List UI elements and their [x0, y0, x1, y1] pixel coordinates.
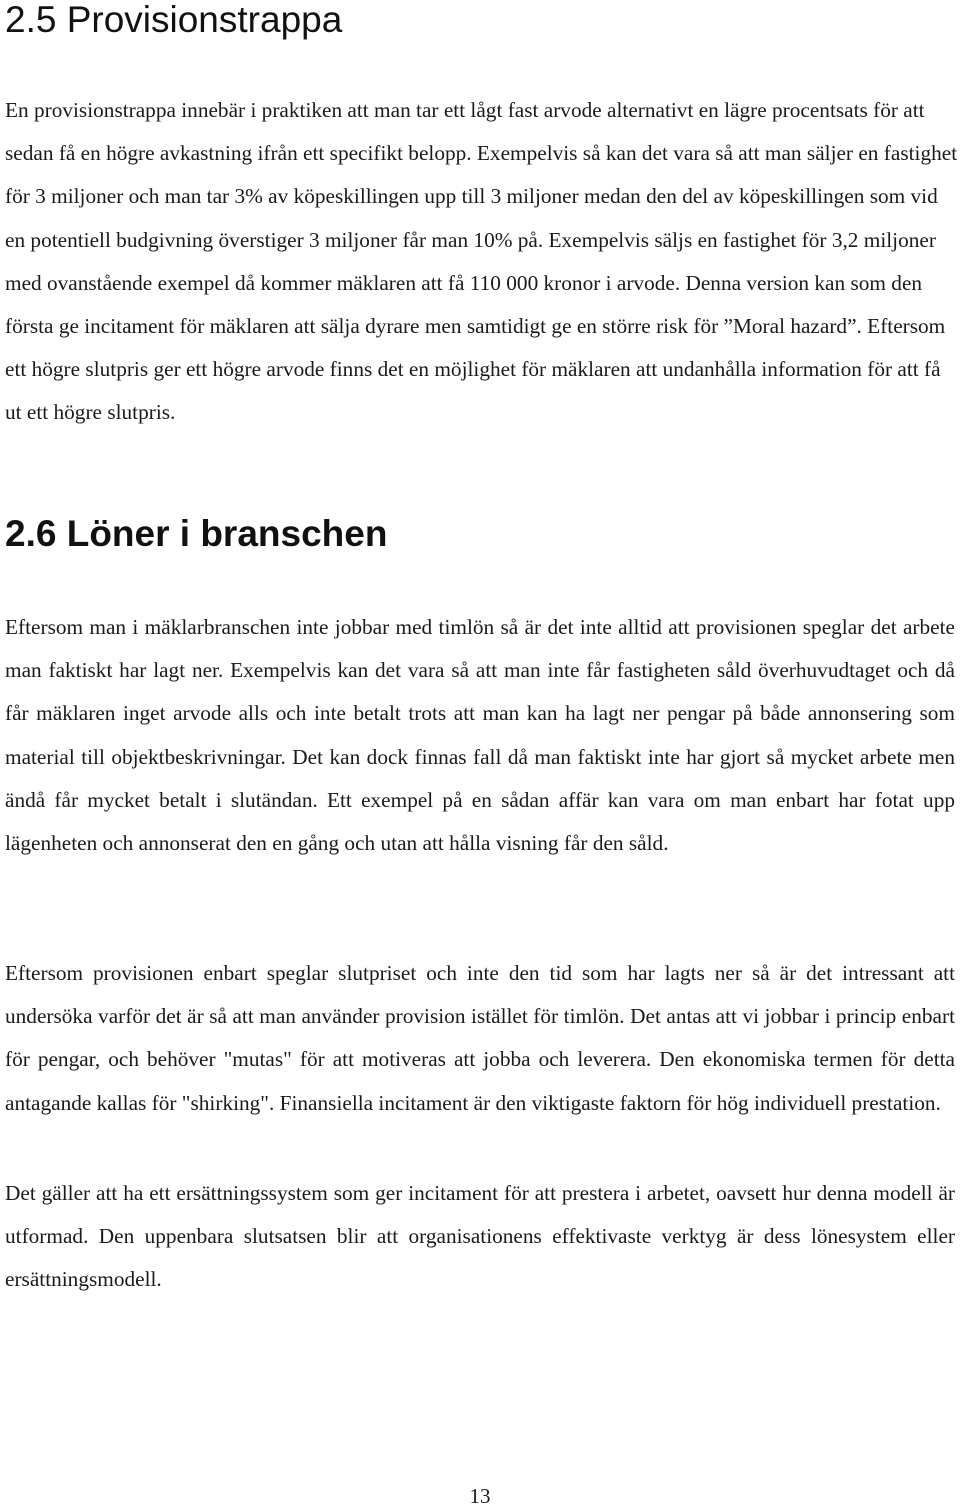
section-heading-provisionstrappa: 2.5 Provisionstrappa — [5, 0, 343, 40]
paragraph-provisionstrappa: En provisionstrappa innebär i praktiken att man tar ett lågt fast arvode alternativt en lägre procentsats för att sedan få en högre avkastning ifrån ett specifikt belopp. Exempelvis så kan det vara så att man säljer en fastighet för 3 miljoner och man tar 3% av köpeskillingen upp till 3 miljoner medan den del av köpeskillingen som vid en potentiell budgivning överstiger 3 miljoner får man 10% på. Exempelvis säljs en fastighet för 3,2 miljoner med ovanstående exempel då kommer mäklaren att få 110 000 kronor i arvode. Denna version kan som den första ge incitament för mäklaren att sälja dyrare men samtidigt ge en större risk för ”Moral hazard”. Eftersom ett högre slutpris ger ett högre arvode finns det en möjlighet för mäklaren att undanhålla information för att få ut ett högre slutpris. — [5, 98, 958, 425]
paragraph-loner-3: Det gäller att ha ett ersättningssystem som ger incitament för att prestera i arbetet, oavsett hur denna modell är utformad. Den uppenbara slutsatsen blir att organisationens effektivaste verktyg är dess lönesystem eller ersättningsmodell. — [5, 1181, 955, 1292]
section-heading-loner-i-branschen: 2.6 Löner i branschen — [5, 513, 388, 554]
page-number: 13 — [469, 1484, 491, 1508]
paragraph-loner-2: Eftersom provisionen enbart speglar slutpriset och inte den tid som har lagts ner så är det intressant att undersöka varför det är så att man använder provision istället för timlön. Det antas att vi jobbar i princip enbart för pengar, och behöver "mutas" för att motiveras att jobba och leverera. Den ekonomiska termen för detta antagande kallas för "shirking". Finansiella incitament är den viktigaste faktorn för hög individuell prestation. — [5, 961, 955, 1115]
paragraph-loner-1: Eftersom man i mäklarbranschen inte jobbar med timlön så är det inte alltid att provisionen speglar det arbete man faktiskt har lagt ner. Exempelvis kan det vara så att man inte får fastigheten såld överhuvudtaget och då får mäklaren inget arvode alls och inte betalt trots att man kan ha lagt ner pengar på både annonsering som material till objektbeskrivningar. Det kan dock finnas fall då man faktiskt inte har gjort så mycket arbete men ändå får mycket betalt i slutändan. Ett exempel på en sådan affär kan vara om man enbart har fotat upp lägenheten och annonserat den en gång och utan att hålla visning får den såld. — [5, 615, 955, 856]
